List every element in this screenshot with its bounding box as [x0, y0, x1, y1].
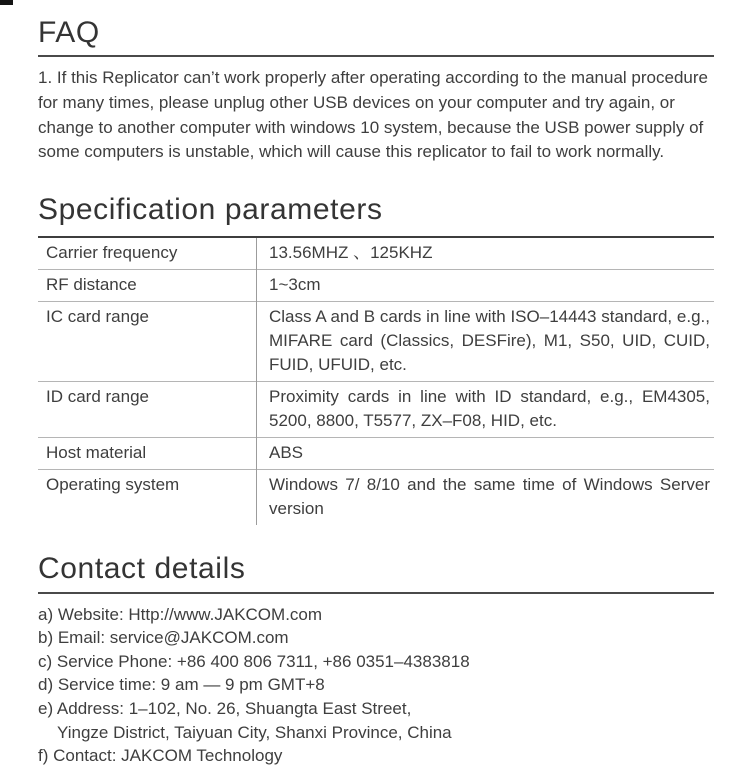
spec-label: IC card range — [38, 302, 257, 382]
contact-line-address: e) Address: 1–102, No. 26, Shuangta East Street, — [38, 698, 412, 718]
specs-heading: Specification parameters — [38, 192, 383, 226]
spec-row-rf-distance — [38, 270, 714, 302]
spec-value: Windows 7/ 8/10 and the same time of Windows Server version — [269, 475, 710, 519]
contact-heading: Contact details — [38, 552, 246, 586]
spec-value: 1~3cm — [269, 275, 321, 295]
contact-line-service-phone: c) Service Phone: +86 400 806 7311, +86 0351–4383818 — [38, 651, 470, 671]
spec-row-host-material — [38, 438, 714, 470]
contact-line-address-continued: Yingze District, Taiyuan City, Shanxi Province, China — [57, 722, 452, 742]
spec-value: ABS — [269, 443, 304, 463]
contact-line-service-time: d) Service time: 9 am — 9 pm GMT+8 — [38, 675, 325, 695]
faq-section — [38, 15, 714, 165]
spec-value: 13.56MHZ 、125KHZ — [269, 243, 433, 263]
spec-label: RF distance — [38, 270, 257, 302]
contact-line-email: b) Email: service@JAKCOM.com — [38, 628, 289, 648]
contact-line-company: f) Contact: JAKCOM Technology — [38, 746, 283, 766]
faq-heading: FAQ — [38, 16, 100, 49]
faq-heading-rule — [38, 55, 714, 57]
spec-label: Operating system — [38, 470, 257, 526]
spec-value: Class A and B cards in line with ISO–14443 standard, e.g., MIFARE card (Classics, DESFire), M1, S50, UID, CUID, FUID, UFUID, etc. — [269, 307, 710, 375]
spec-row-ic-card-range — [38, 302, 714, 382]
spec-label: Carrier frequency — [38, 237, 257, 270]
spec-label: Host material — [38, 438, 257, 470]
spec-row-operating-system — [38, 470, 714, 526]
spec-row-carrier-frequency — [38, 237, 714, 270]
spec-row-id-card-range — [38, 382, 714, 438]
scan-artifact-mark — [0, 0, 13, 5]
specs-section — [38, 192, 714, 525]
spec-value: Proximity cards in line with ID standard, e.g., EM4305, 5200, 8800, T5577, ZX–F08, HID, etc. — [269, 387, 710, 431]
specs-table — [38, 236, 714, 525]
contact-heading-rule — [38, 592, 714, 594]
spec-label: ID card range — [38, 382, 257, 438]
contact-list — [38, 603, 714, 768]
contact-section — [38, 551, 714, 768]
faq-paragraph: 1. If this Replicator can’t work properly after operating according to the manual procedure for many times, please unplug other USB devices on your computer and try again, or change to another computer with windows 10 system, because the USB power supply of some computers is unstable, which will cause this replicator to fail to work normally. — [38, 68, 708, 162]
contact-line-website: a) Website: Http://www.JAKCOM.com — [38, 604, 323, 624]
